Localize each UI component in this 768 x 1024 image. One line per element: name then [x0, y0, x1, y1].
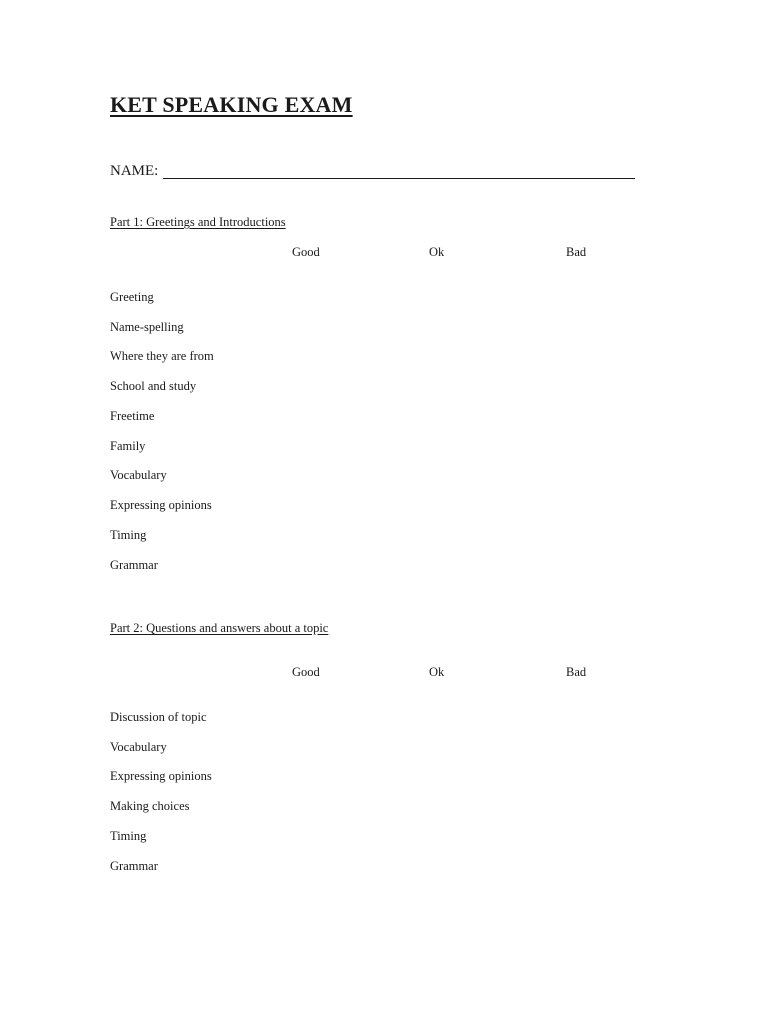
section-1-row: Name-spelling — [110, 320, 184, 334]
section-1-row: Where they are from — [110, 349, 214, 363]
section-1-row: Expressing opinions — [110, 498, 212, 512]
section-2-heading: Part 2: Questions and answers about a topic — [110, 621, 329, 635]
section-1-row: Vocabulary — [110, 468, 167, 482]
section-2-col-ok: Ok — [429, 665, 445, 679]
section-1-heading: Part 1: Greetings and Introductions — [110, 215, 286, 229]
section-2-row: Timing — [110, 829, 147, 843]
name-field[interactable] — [163, 178, 635, 179]
section-1-col-good: Good — [292, 245, 320, 259]
section-1-row: Greeting — [110, 290, 154, 304]
section-1-row: Family — [110, 439, 146, 453]
section-2-row: Expressing opinions — [110, 769, 212, 783]
section-2-row: Making choices — [110, 799, 190, 813]
section-1-row: School and study — [110, 379, 197, 393]
section-1-row: Timing — [110, 528, 147, 542]
section-2-col-bad: Bad — [566, 665, 587, 679]
name-label: NAME: — [110, 163, 159, 179]
section-2-col-good: Good — [292, 665, 320, 679]
section-1-col-ok: Ok — [429, 245, 445, 259]
section-1-row: Freetime — [110, 409, 155, 423]
section-1-row: Grammar — [110, 558, 158, 572]
section-2-row: Vocabulary — [110, 740, 167, 754]
section-2-row: Grammar — [110, 859, 158, 873]
section-1-col-bad: Bad — [566, 245, 587, 259]
page-title: KET SPEAKING EXAM — [110, 92, 353, 117]
section-2-row: Discussion of topic — [110, 710, 207, 724]
